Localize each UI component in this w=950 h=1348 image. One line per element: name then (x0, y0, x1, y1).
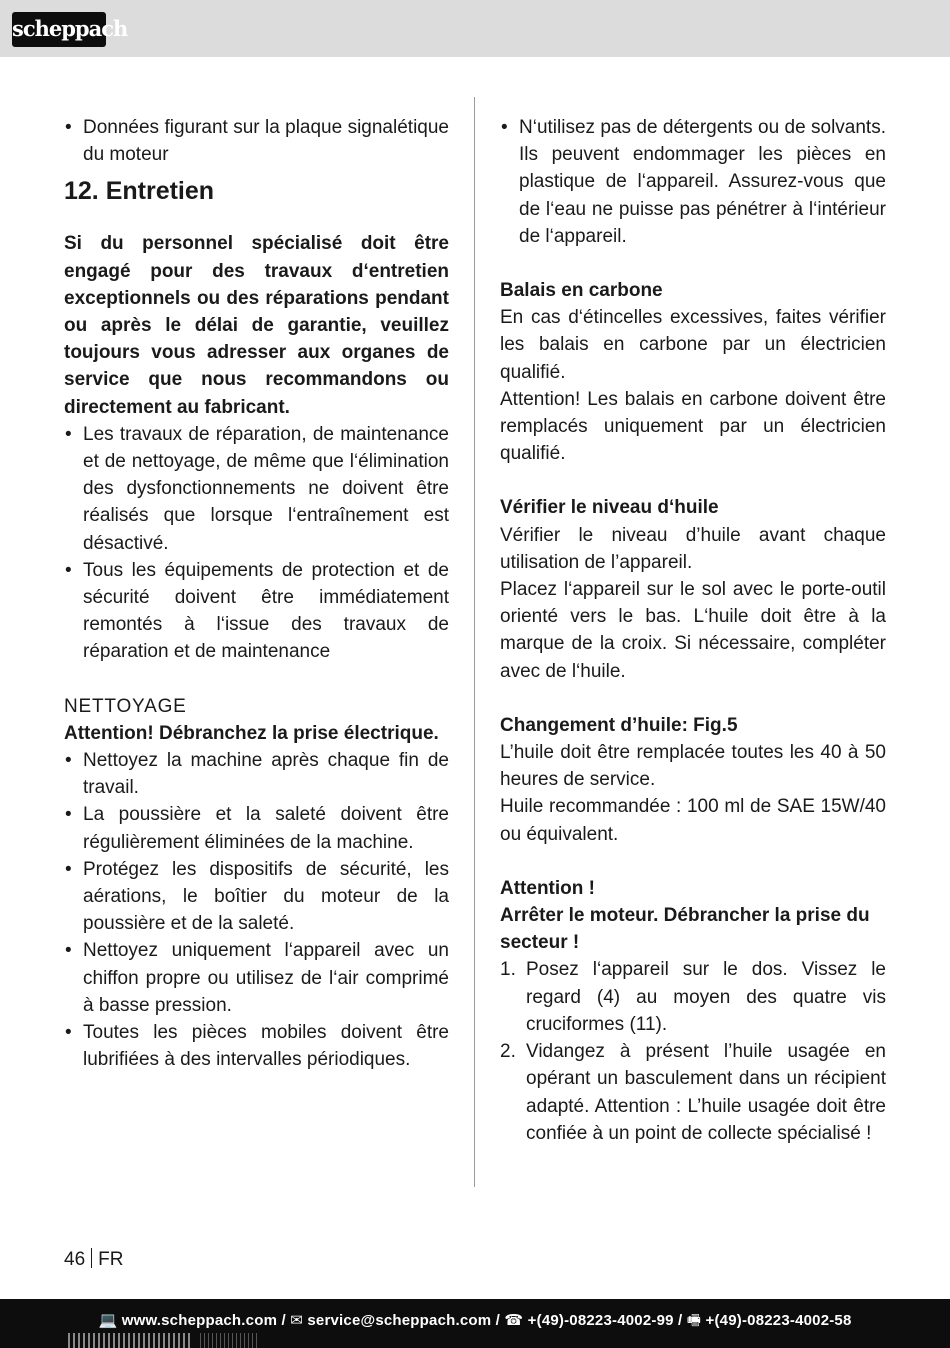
list-item: • La poussière et la saleté doivent être régulièrement éliminées de la machine. (64, 801, 449, 855)
footer-contact: 💻 www.scheppach.com / ✉ service@scheppach.com / ☎ +(49)-08223-4002-99 / 🖷 +(49)-08223-4002-58 (98, 1311, 852, 1329)
intro-bullet-list (64, 114, 449, 168)
page-language: FR (98, 1249, 124, 1270)
attention-heading: Attention ! (500, 877, 595, 899)
fax-icon: 🖷 (686, 1311, 702, 1329)
list-item: • Données figurant sur la plaque signalétique du moteur (64, 114, 449, 168)
column-divider (474, 97, 475, 1187)
page-header (0, 0, 950, 57)
footer-decoration (200, 1333, 260, 1348)
oil-level-text: Vérifier le niveau d’huile avant chaque utilisation de l’appareil. (500, 524, 886, 573)
step-number: 2. (500, 1041, 516, 1063)
email-link[interactable]: service@scheppach.com (307, 1312, 492, 1329)
list-item (500, 1038, 886, 1147)
attention-text: Arrêter le moteur. Débrancher la prise du secteur ! (500, 905, 870, 954)
oil-level-heading: Vérifier le niveau d‘huile (500, 497, 719, 519)
website-link[interactable]: www.scheppach.com (121, 1312, 278, 1329)
maintenance-bullet-list (64, 421, 449, 666)
carbon-brushes-warning: Attention! Les balais en carbone doivent être remplacés uniquement par un électricien qualifié. (500, 388, 886, 465)
step-text: Posez l‘appareil sur le dos. Vissez le regard (4) au moyen des quatre vis cruciformes (11). (526, 959, 886, 1035)
cleaning-warning: Attention! Débranchez la prise électrique. (64, 722, 439, 744)
list-item: • Tous les équipements de protection et de sécurité doivent être immédiatement remontés à l‘issue des travaux de réparation et de maintenance (64, 557, 449, 666)
oil-change-steps (500, 956, 886, 1146)
oil-change-heading: Changement d’huile: Fig.5 (500, 714, 738, 736)
logo-text: scheppach (12, 16, 128, 41)
page-number-value: 46 (64, 1249, 86, 1270)
list-item: • Toutes les pièces mobiles doivent être lubrifiées à des intervalles périodiques. (64, 1019, 449, 1073)
fax-number: +(49)-08223-4002-58 (705, 1312, 852, 1329)
list-item: • N‘utilisez pas de détergents ou de solvants. Ils peuvent endommager les pièces en plastique de l‘appareil. Assurez-vous que de l‘eau ne puisse pas pénétrer à l‘intérieur de l‘appareil. (500, 114, 886, 250)
page-number-separator (91, 1248, 92, 1268)
list-item: • Les travaux de réparation, de maintenance et de nettoyage, de même que l‘élimination des dysfonctionnements ne doivent être réalisés que lorsque l‘entraînement est désactivé. (64, 421, 449, 557)
oil-recommendation: Huile recommandée : 100 ml de SAE 15W/40 ou équivalent. (500, 796, 886, 845)
scheppach-logo (12, 12, 128, 47)
phone-number: +(49)-08223-4002-99 (527, 1312, 674, 1329)
footer-decoration (68, 1333, 190, 1348)
cleaning-heading: NETTOYAGE (64, 695, 187, 717)
section-title: 12. Entretien (64, 177, 215, 206)
cleaning-bullet-list (64, 747, 449, 1073)
oil-level-instructions: Placez l‘appareil sur le sol avec le porte-outil orienté vers le bas. L‘huile doit être à la marque de la croix. Si nécessaire, compléter avec de l‘huile. (500, 579, 886, 682)
carbon-brushes-text: En cas d‘étincelles excessives, faites vérifier les balais en carbone par un électricien qualifié. (500, 307, 886, 383)
list-item: • Protégez les dispositifs de sécurité, les aérations, le boîtier du moteur de la poussière et de la saleté. (64, 856, 449, 938)
computer-icon: 💻 (98, 1311, 118, 1329)
carbon-brushes-heading: Balais en carbone (500, 280, 663, 302)
page-number (64, 1247, 123, 1273)
page-footer (0, 1299, 950, 1348)
right-column (500, 114, 886, 1147)
left-column (64, 114, 449, 1074)
list-item: • Nettoyez la machine après chaque fin de travail. (64, 747, 449, 801)
step-text: Vidangez à présent l’huile usagée en opérant un basculement dans un récipient adapté. Attention : L’huile usagée doit être confiée à un point de collecte spécialisé ! (526, 1041, 886, 1144)
step-number: 1. (500, 959, 516, 981)
phone-icon: ☎ (504, 1311, 524, 1329)
mail-icon: ✉ (290, 1311, 303, 1329)
service-warning: Si du personnel spécialisé doit être engagé pour des travaux d‘entretien exceptionnels ou des réparations pendant ou après le délai de garantie, veuillez toujours vous adresser aux organes de service que nous recommandons ou directement au fabricant. (64, 233, 449, 418)
oil-change-interval: L’huile doit être remplacée toutes les 40 à 50 heures de service. (500, 742, 886, 791)
list-item: • Nettoyez uniquement l‘appareil avec un chiffon propre ou utilisez de l‘air comprimé à basse pression. (64, 937, 449, 1019)
list-item (500, 956, 886, 1038)
detergent-bullet-list (500, 114, 886, 250)
